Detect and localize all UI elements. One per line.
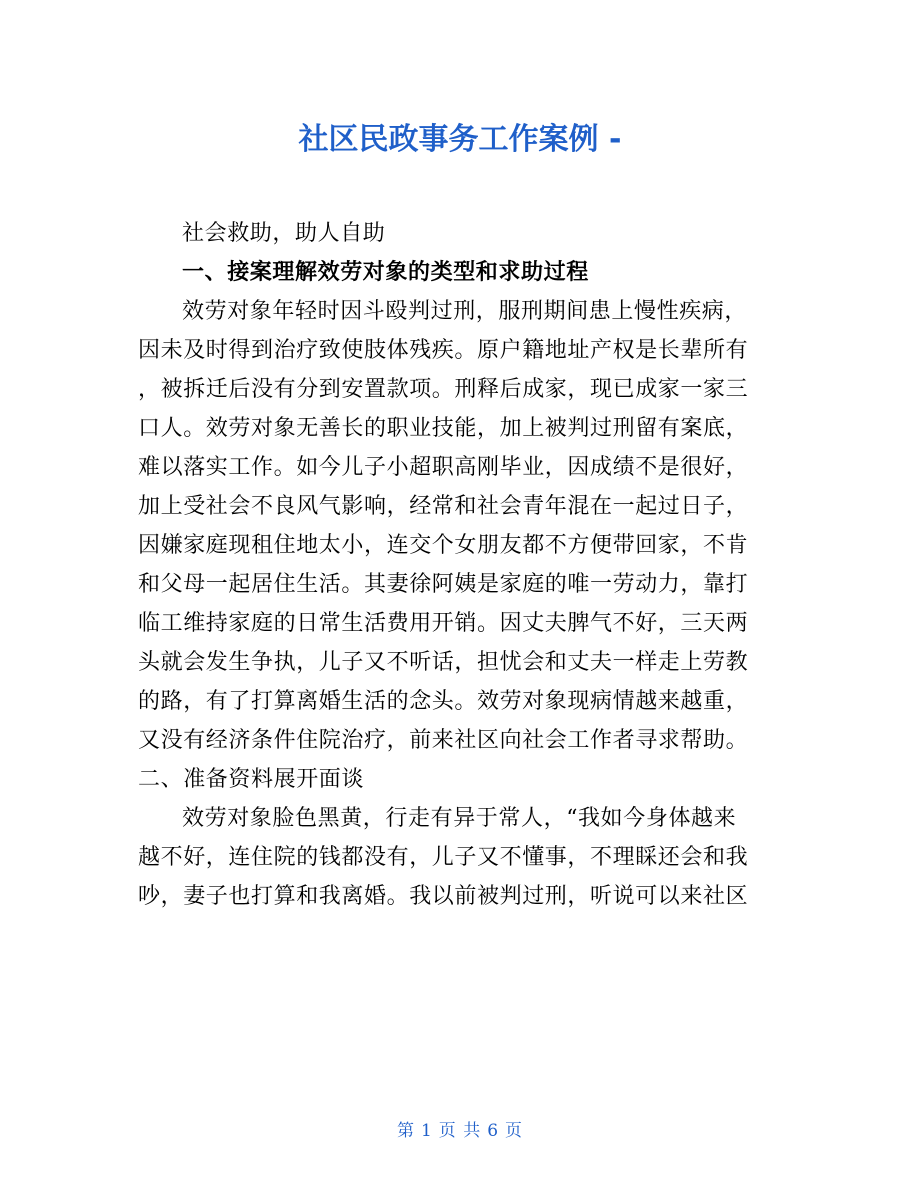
paragraph-line: 效劳对象脸色黑黄，行走有异于常人，“我如今身体越来 xyxy=(182,806,737,831)
footer-total-pages: 6 xyxy=(487,1121,500,1141)
paragraph-line: 因未及时得到治疗致使肢体残疾。原户籍地址产权是长辈所有 xyxy=(138,338,749,363)
paragraph-line: 临工维持家庭的日常生活费用开销。因丈夫脾气不好，三天两 xyxy=(138,611,749,636)
footer-page-number: 1 xyxy=(420,1121,433,1141)
document-title: 社区民政事务工作案例 - xyxy=(298,122,622,157)
paragraph-line: 和父母一起居住生活。其妻徐阿姨是家庭的唯一劳动力，靠打 xyxy=(138,572,749,597)
paragraph-line: 因嫌家庭现租住地太小，连交个女朋友都不方便带回家，不肯 xyxy=(138,533,749,558)
section-heading: 一、接案理解效劳对象的类型和求助过程 xyxy=(182,259,589,285)
paragraph-line: 社会救助，助人自助 xyxy=(182,221,386,246)
paragraph-line: 吵，妻子也打算和我离婚。我以前被判过刑，听说可以来社区 xyxy=(138,884,749,909)
footer-suffix: 页 xyxy=(505,1121,524,1141)
paragraph-line: 越不好，连住院的钱都没有，儿子又不懂事，不理睬还会和我 xyxy=(138,845,749,870)
paragraph-line: 加上受社会不良风气影响，经常和社会青年混在一起过日子， xyxy=(138,494,749,519)
paragraph-line: 的路，有了打算离婚生活的念头。效劳对象现病情越来越重， xyxy=(138,689,749,714)
paragraph-line: 口人。效劳对象无善长的职业技能，加上被判过刑留有案底， xyxy=(138,416,749,441)
section-heading: 二、准备资料展开面谈 xyxy=(138,767,365,792)
footer-middle: 页 共 xyxy=(438,1121,482,1141)
paragraph-line: ，被拆迁后没有分到安置款项。刑释后成家，现已成家一家三 xyxy=(138,377,749,402)
paragraph-line: 头就会发生争执，儿子又不听话，担忧会和丈夫一样走上劳教 xyxy=(138,650,749,675)
paragraph-line: 效劳对象年轻时因斗殴判过刑，服刑期间患上慢性疾病， xyxy=(182,299,748,324)
footer-prefix: 第 xyxy=(396,1121,415,1141)
document-body xyxy=(138,214,788,916)
paragraph-line: 难以落实工作。如今儿子小超职高刚毕业，因成绩不是很好， xyxy=(138,455,749,480)
page-footer xyxy=(0,1116,920,1141)
paragraph-line: 又没有经济条件住院治疗，前来社区向社会工作者寻求帮助。 xyxy=(138,728,749,753)
